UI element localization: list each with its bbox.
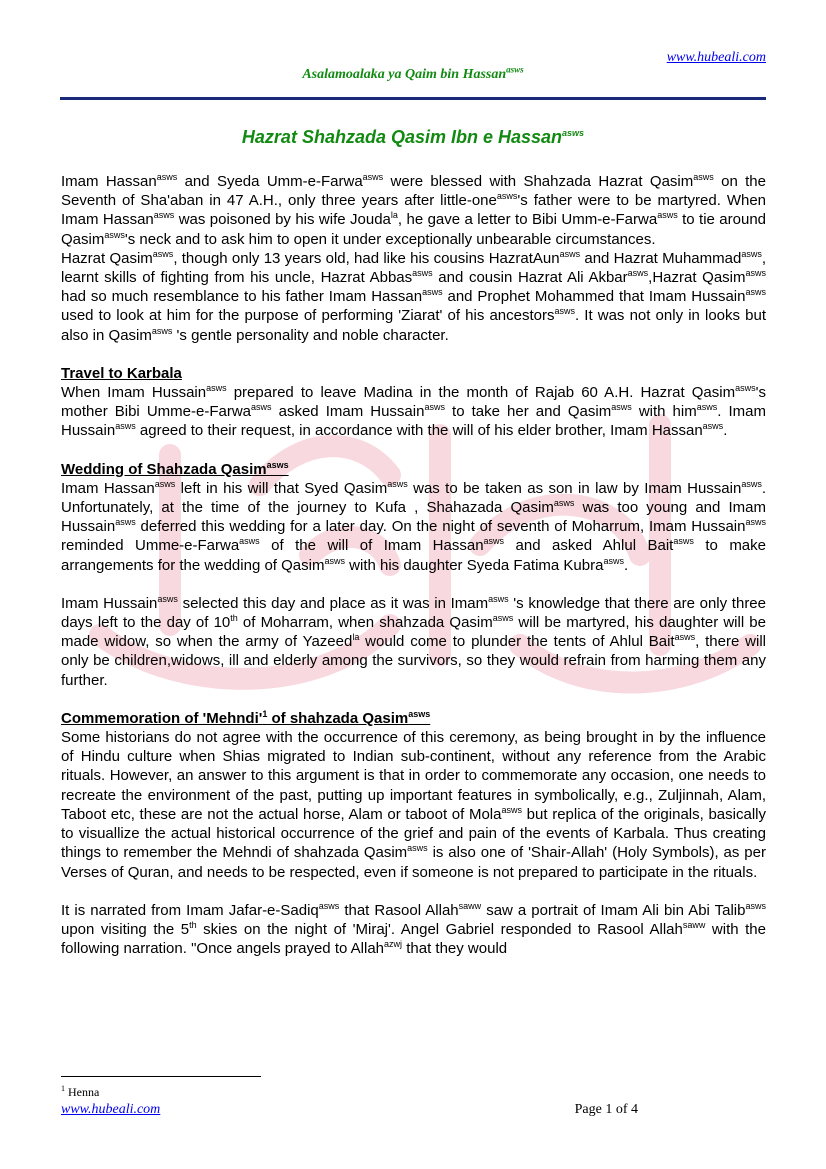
- honorific-superscript: asws: [735, 383, 756, 394]
- honorific-superscript: th: [230, 613, 238, 624]
- text-run: .: [623, 556, 629, 574]
- honorific-superscript: 1: [262, 708, 268, 719]
- section-heading-text: [61, 461, 289, 478]
- text-run: used to look at him for the purpose of performing 'Ziarat' of his ancestors: [61, 307, 555, 325]
- honorific-superscript: asws: [318, 900, 340, 911]
- paragraph: [61, 383, 766, 441]
- honorific-superscript: asws: [693, 172, 714, 182]
- honorific-superscript: asws: [151, 325, 173, 336]
- footnote: [61, 1085, 99, 1100]
- text-run: that Rasool Allah: [339, 901, 459, 919]
- text-run: would come to plunder the tents of Ahlul Bait: [359, 633, 675, 651]
- honorific-superscript: asws: [492, 613, 514, 624]
- honorific-superscript: asws: [251, 402, 272, 413]
- text-run: of Moharram, when shahzada Qasim: [237, 614, 493, 632]
- honorific-superscript: asws: [488, 593, 509, 604]
- text-run: It is narrated from Imam Jafar-e-Sadiq: [61, 901, 319, 919]
- header-title-text: Asalamoalaka ya Qaim bin Hassan: [302, 67, 507, 82]
- text-run: selected this day and place as it was in Imam: [177, 594, 489, 612]
- text-run: .: [723, 422, 728, 440]
- text-run: upon visiting the 5: [61, 920, 190, 938]
- text-run: that they would: [402, 940, 508, 958]
- honorific-superscript: saww: [458, 900, 482, 911]
- honorific-superscript: asws: [657, 210, 678, 221]
- honorific-superscript: asws: [745, 900, 766, 911]
- text-run: 's father were to be martyred. When Imam Hassan: [61, 192, 767, 229]
- paragraph: [61, 479, 766, 575]
- honorific-superscript: azwj: [384, 939, 403, 950]
- text-run: to make arrangements for the wedding of Qasim: [61, 537, 766, 574]
- honorific-superscript: asws: [553, 498, 575, 509]
- text-run: to take her and Qasim: [444, 403, 612, 421]
- honorific-superscript: asws: [115, 517, 136, 528]
- document-body: [61, 172, 766, 958]
- document-title-text: Hazrat Shahzada Qasim Ibn e Hassan: [241, 127, 563, 147]
- honorific-superscript: la: [352, 632, 360, 643]
- text-run: of the will of Imam Hassan: [259, 537, 484, 555]
- text-run: . Unfortunately, at the time of the journey to Kufa , Shahazada Qasim: [61, 479, 766, 517]
- paragraph-gap: [61, 441, 766, 460]
- honorific-superscript: asws: [424, 402, 445, 413]
- text-run: was to be taken as son in law by Imam Hussain: [407, 479, 742, 497]
- document-title: [0, 127, 826, 148]
- text-run: . It was not only in looks but also in Qasim: [61, 307, 767, 344]
- page-number: Page 1 of 4: [574, 1102, 638, 1117]
- text-run: , learnt skills of fighting from his uncle, Hazrat Abbas: [61, 249, 766, 287]
- honorific-superscript: asws: [745, 517, 766, 528]
- honorific-superscript: asws: [422, 287, 443, 298]
- honorific-superscript: saww: [682, 919, 706, 930]
- honorific-superscript: asws: [157, 593, 178, 604]
- text-run: Imam Hassan: [61, 479, 155, 497]
- honorific-superscript: asws: [387, 478, 408, 489]
- honorific-superscript: asws: [741, 478, 762, 489]
- honorific-superscript: asws: [153, 210, 175, 221]
- honorific-superscript: asws: [611, 402, 632, 413]
- text-run: . Imam Hussain: [61, 403, 766, 440]
- honorific-superscript: asws: [554, 306, 575, 317]
- text-run: and cousin Hazrat Ali Akbar: [432, 269, 628, 287]
- paragraph: [61, 594, 766, 690]
- footnote-text: Henna: [68, 1085, 100, 1099]
- header-website-link[interactable]: www.hubeali.com: [666, 50, 766, 65]
- heading-run: Wedding of Shahzada Qasim: [61, 460, 267, 478]
- text-run: skies on the night of 'Miraj'. Angel Gabriel responded to Rasool Allah: [196, 920, 683, 938]
- text-run: prepared to leave Madina in the month of Rajab 60 A.H. Hazrat Qasim: [226, 384, 736, 402]
- text-run: with the following narration. "Once angels prayed to Allah: [61, 920, 766, 958]
- text-run: agreed to their request, in accordance with the will of his elder brother, Imam Hassan: [135, 422, 703, 440]
- text-run: had so much resemblance to his father Imam Hassan: [61, 288, 423, 306]
- section-heading: [61, 709, 766, 728]
- text-run: 's gentle personality and noble character.: [172, 326, 449, 344]
- text-run: on the Seventh of Sha'aban in 47 A.H., only three years after little-one: [61, 173, 766, 210]
- text-run: and asked Ahlul Bait: [504, 537, 674, 555]
- paragraph-gap: [61, 575, 766, 594]
- text-run: deferred this wedding for a later day. On the night of seventh of Moharrum, Imam Hussain: [135, 518, 746, 536]
- honorific-superscript: th: [189, 919, 197, 930]
- text-run: with him: [631, 403, 697, 421]
- honorific-superscript: asws: [156, 172, 178, 182]
- text-run: Hazrat Qasim: [61, 249, 153, 267]
- text-run: , he gave a letter to Bibi Umm-e-Farwa: [397, 211, 658, 229]
- text-run: , there will only be children,widows, ill and elderly among the survivors, so they would refrain from harming them any further.: [61, 633, 766, 689]
- document-title-sup: asws: [562, 128, 585, 138]
- honorific-superscript: asws: [239, 536, 260, 547]
- honorific-superscript: asws: [696, 402, 718, 413]
- paragraph: [61, 901, 766, 959]
- footnote-rule: [61, 1076, 261, 1077]
- text-run: and Prophet Mohammed that Imam Hussain: [442, 288, 746, 306]
- paragraph: [61, 728, 766, 882]
- text-run: Some historians do not agree with the occurrence of this ceremony, as being brought in by the influence of Hindu culture when Shias migrated to Indian sub-continent, without any reference from the Arabic rituals. However, an answer to this argument is that in order to commemorate any occasion, one needs to recreate the environment of the past, putting up important features in symbolically, e.g., Zuljinnah, Alam, Taboot etc, these are not the actual horse, Alam or taboot of Mola: [61, 729, 766, 823]
- text-run: was too young and Imam Hussain: [61, 499, 766, 536]
- text-run: left in his will that Syed Qasim: [175, 479, 388, 497]
- honorific-superscript: asws: [674, 632, 696, 643]
- section-heading-text: [61, 710, 430, 727]
- heading-run: Travel to Karbala: [61, 364, 182, 382]
- honorific-superscript: asws: [412, 268, 433, 279]
- text-run: Imam Hassan: [61, 173, 157, 190]
- paragraph-gap: [61, 690, 766, 709]
- heading-run: Commemoration of 'Mehndi': [61, 709, 263, 727]
- honorific-superscript: asws: [206, 383, 227, 394]
- honorific-superscript: asws: [266, 459, 289, 470]
- paragraph: [61, 172, 766, 249]
- honorific-superscript: asws: [154, 478, 176, 489]
- text-run: When Imam Hussain: [61, 384, 207, 402]
- text-run: with his daughter Syeda Fatima Kubra: [344, 556, 604, 574]
- text-run: 's knowledge that there are only three days left to the day of 10: [61, 594, 766, 632]
- text-run: Imam Hussain: [61, 594, 158, 612]
- honorific-superscript: asws: [496, 191, 518, 202]
- honorific-superscript: asws: [745, 268, 766, 279]
- header-title: [0, 64, 826, 83]
- paragraph-gap: [61, 882, 766, 901]
- footer-website-link[interactable]: www.hubeali.com: [61, 1102, 161, 1117]
- text-run: is also one of 'Shair-Allah' (Holy Symbols), as per Verses of Quran, and needs to be respected, even if someone is not prepared to participate in the rituals.: [61, 844, 766, 881]
- honorific-superscript: asws: [501, 804, 522, 815]
- text-run: and Hazrat Muhammad: [580, 249, 742, 267]
- honorific-superscript: asws: [559, 248, 581, 259]
- section-heading: [61, 460, 766, 479]
- text-run: will be martyred, his daughter will be made widow, so when the army of Yazeed: [61, 614, 766, 651]
- text-run: 's neck and to ask him to open it under exceptionally unbearable circumstances.: [124, 230, 656, 248]
- heading-run: of shahzada Qasim: [267, 709, 409, 727]
- honorific-superscript: asws: [152, 248, 174, 259]
- honorific-superscript: la: [390, 210, 398, 221]
- section-heading: [61, 364, 766, 383]
- footnote-number: 1: [61, 1084, 65, 1093]
- text-run: reminded Umme-e-Farwa: [61, 537, 240, 555]
- header-title-sup: asws: [506, 64, 524, 75]
- paragraph: [61, 249, 766, 345]
- honorific-superscript: asws: [324, 555, 345, 566]
- text-run: was poisoned by his wife Jouda: [174, 211, 391, 229]
- text-run: 's mother Bibi Umme-e-Farwa: [61, 384, 766, 421]
- text-run: were blessed with Shahzada Hazrat Qasim: [383, 173, 694, 190]
- honorific-superscript: asws: [603, 555, 624, 566]
- text-run: ,Hazrat Qasim: [648, 269, 746, 287]
- honorific-superscript: asws: [362, 172, 384, 182]
- text-run: saw a portrait of Imam Ali bin Abi Talib: [481, 901, 746, 919]
- text-run: asked Imam Hussain: [271, 403, 425, 421]
- honorific-superscript: asws: [407, 843, 428, 854]
- honorific-superscript: asws: [115, 421, 136, 432]
- text-run: and Syeda Umm-e-Farwa: [177, 173, 363, 190]
- honorific-superscript: asws: [408, 708, 431, 719]
- honorific-superscript: asws: [627, 268, 649, 279]
- paragraph-gap: [61, 345, 766, 364]
- text-run: , though only 13 years old, had like his cousins HazratAun: [173, 249, 560, 267]
- honorific-superscript: asws: [745, 287, 766, 298]
- honorific-superscript: asws: [741, 248, 762, 259]
- honorific-superscript: asws: [702, 421, 724, 432]
- header-rule: [60, 97, 766, 100]
- honorific-superscript: asws: [673, 536, 694, 547]
- text-run: to tie around Qasim: [61, 211, 767, 248]
- honorific-superscript: asws: [104, 229, 125, 240]
- section-heading-text: [61, 365, 182, 382]
- honorific-superscript: asws: [483, 536, 505, 547]
- text-run: but replica of the originals, basically to visuallize the actual historical occurrence of the grief and pain of the events of Karbala. Thus creating things to remember the Mehndi of shahzada Qasim: [61, 805, 766, 862]
